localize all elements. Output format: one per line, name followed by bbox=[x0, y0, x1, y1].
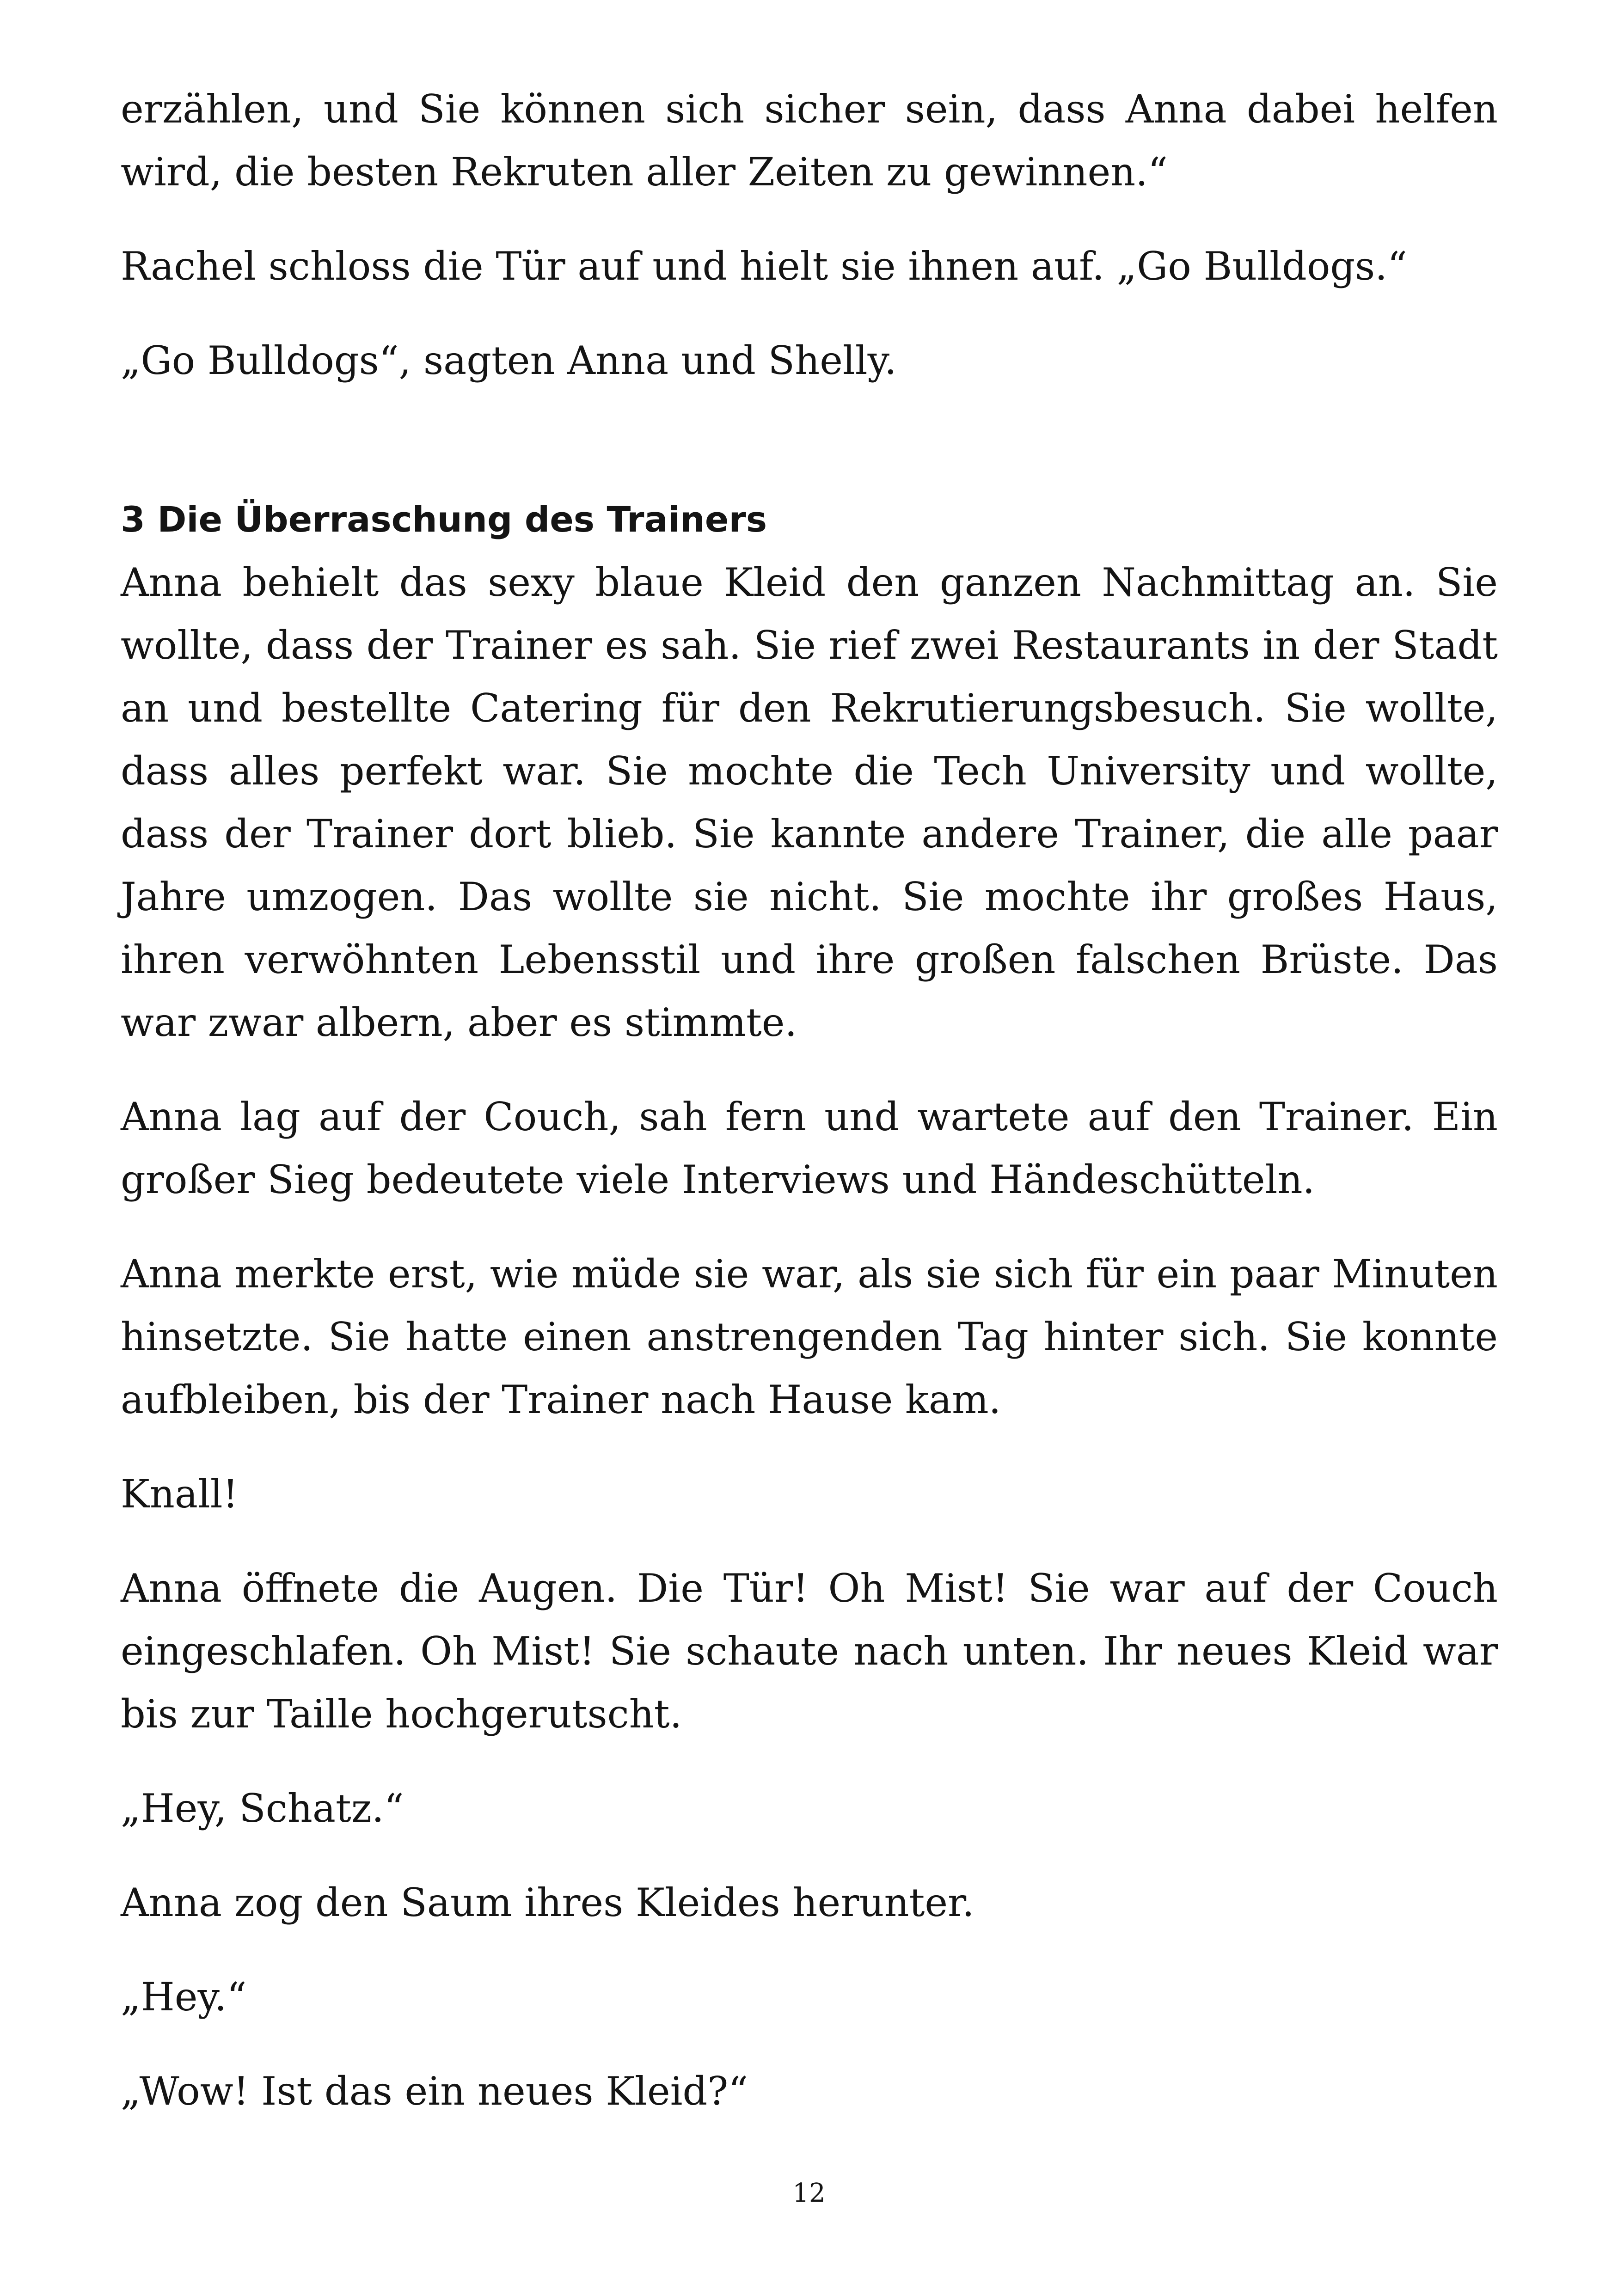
paragraph-continuation: erzählen, und Sie können sich sicher sein, dass Anna dabei helfen wird, die besten Rekruten aller Zeiten zu gewinnen.“ bbox=[121, 86, 1498, 195]
paragraph-knall: Knall! bbox=[121, 1471, 239, 1517]
page-number: 12 bbox=[792, 2178, 826, 2208]
paragraph-hey: „Hey.“ bbox=[121, 1974, 247, 2020]
page-body bbox=[121, 78, 1498, 2123]
paragraph-tired: Anna merkte erst, wie müde sie war, als sie sich für ein paar Minuten hinsetzte. Sie hatte einen anstrengenden Tag hinter sich. Sie konnte aufbleiben, bis der Trainer nach Hause kam. bbox=[121, 1251, 1498, 1422]
paragraph-go-bulldogs: „Go Bulldogs“, sagten Anna und Shelly. bbox=[121, 338, 897, 383]
chapter-heading: 3 Die Überraschung des Trainers bbox=[121, 499, 767, 540]
paragraph-couch: Anna lag auf der Couch, sah fern und wartete auf den Trainer. Ein großer Sieg bedeutete viele Interviews und Händeschütteln. bbox=[121, 1094, 1498, 1202]
paragraph-new-dress: „Wow! Ist das ein neues Kleid?“ bbox=[121, 2069, 748, 2114]
paragraph-blue-dress: Anna behielt das sexy blaue Kleid den ganzen Nachmittag an. Sie wollte, dass der Trainer es sah. Sie rief zwei Restaurants in der Stadt an und bestellte Catering für den Rekrutierungsbesuch. Sie wollte, dass alles perfekt war. Sie mochte die Tech University und wollte, dass der Trainer dort blieb. Sie kannte andere Trainer, die alle paar Jahre umzogen. Das wollte sie nicht. Sie mochte ihr großes Haus, ihren verwöhnten Lebensstil und ihre großen falschen Brüste. Das war zwar albern, aber es stimmte. bbox=[121, 560, 1498, 1045]
paragraph-rachel-door: Rachel schloss die Tür auf und hielt sie ihnen auf. „Go Bulldogs.“ bbox=[121, 244, 1407, 289]
paragraph-hey-schatz: „Hey, Schatz.“ bbox=[121, 1786, 404, 1831]
paragraph-hem: Anna zog den Saum ihres Kleides herunter. bbox=[121, 1880, 974, 1925]
paragraph-eyes-open: Anna öffnete die Augen. Die Tür! Oh Mist! Sie war auf der Couch eingeschlafen. Oh Mist! Sie schaute nach unten. Ihr neues Kleid war bis zur Taille hochgerutscht. bbox=[121, 1566, 1498, 1737]
